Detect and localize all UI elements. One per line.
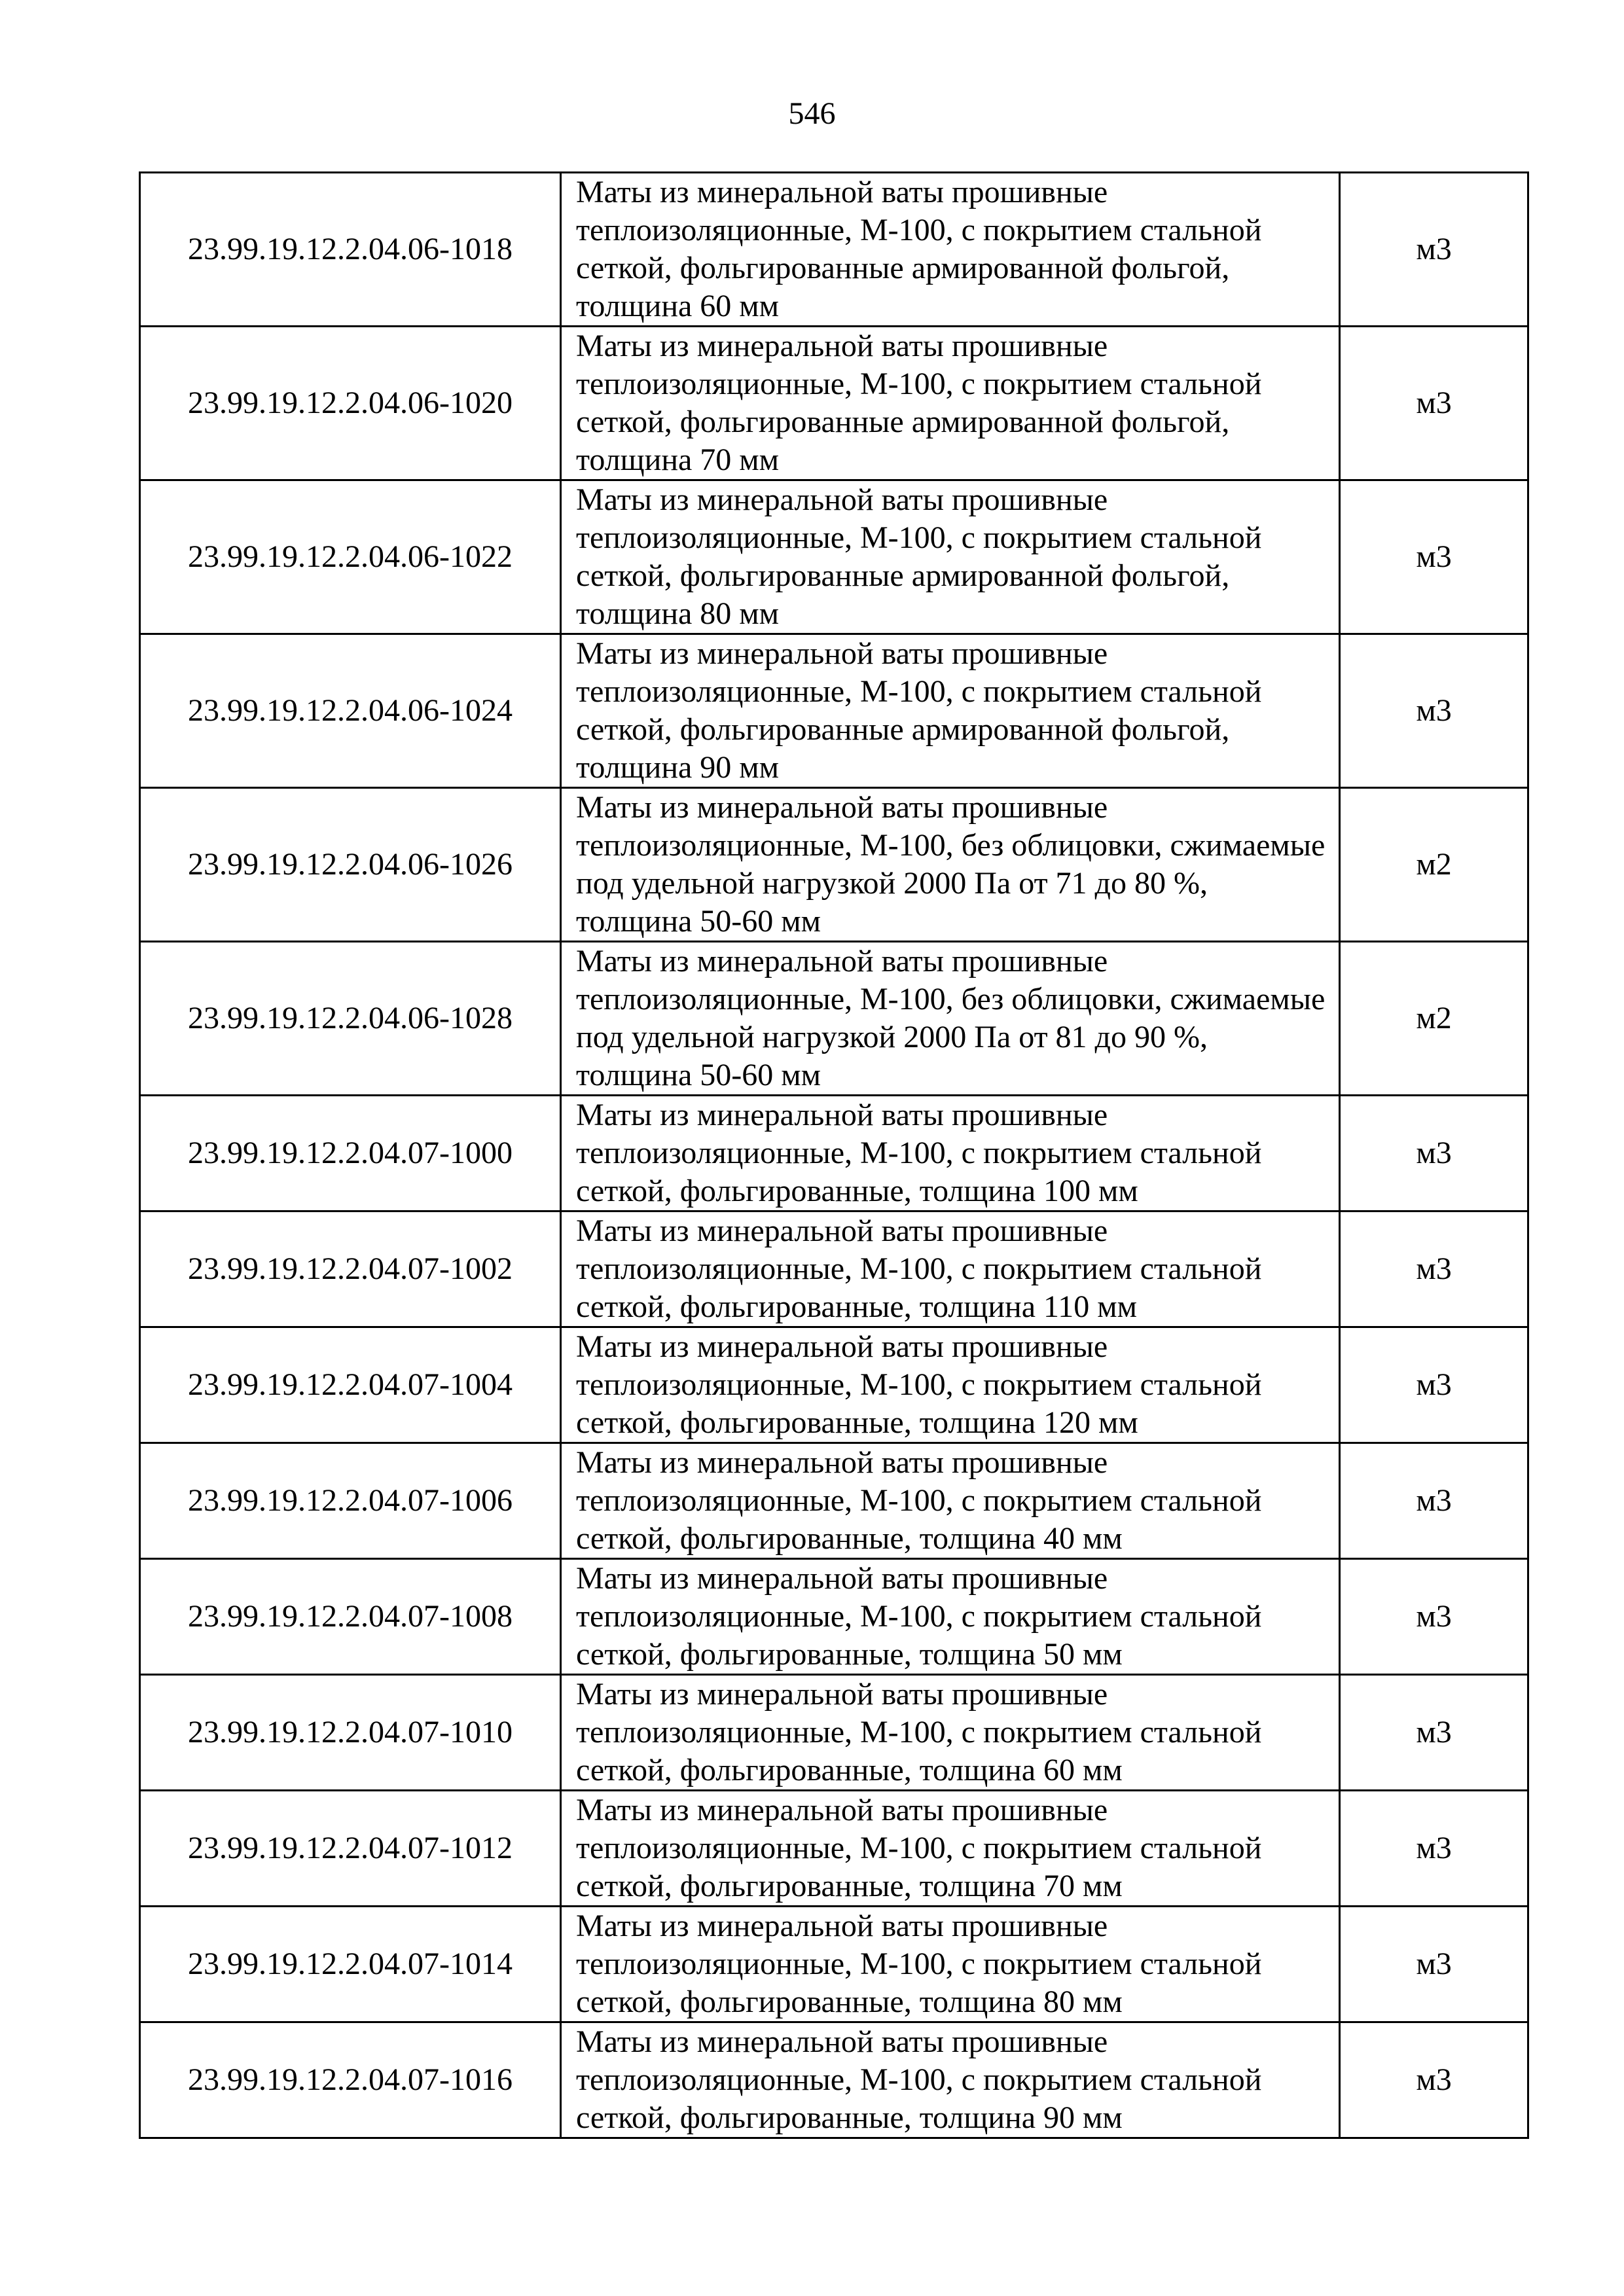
item-unit: м2 — [1340, 942, 1528, 1096]
table-row — [140, 1443, 1528, 1559]
item-unit: м3 — [1340, 1327, 1528, 1443]
item-unit: м3 — [1340, 327, 1528, 480]
item-description: Маты из минеральной ваты прошивные теплоизоляционные, М-100, с покрытием стальной сеткой, фольгированные, толщина 110 мм — [561, 1211, 1340, 1327]
item-description: Маты из минеральной ваты прошивные теплоизоляционные, М-100, с покрытием стальной сеткой, фольгированные армированной фольгой, толщина 60 мм — [561, 173, 1340, 327]
item-unit: м3 — [1340, 1675, 1528, 1791]
item-code: 23.99.19.12.2.04.06-1024 — [140, 634, 561, 788]
item-unit: м3 — [1340, 1211, 1528, 1327]
table-row — [140, 1675, 1528, 1791]
table-row — [140, 480, 1528, 634]
item-description: Маты из минеральной ваты прошивные теплоизоляционные, М-100, с покрытием стальной сеткой, фольгированные, толщина 40 мм — [561, 1443, 1340, 1559]
item-code: 23.99.19.12.2.04.07-1016 — [140, 2022, 561, 2138]
item-description: Маты из минеральной ваты прошивные теплоизоляционные, М-100, с покрытием стальной сеткой, фольгированные, толщина 50 мм — [561, 1559, 1340, 1675]
item-unit: м3 — [1340, 173, 1528, 327]
item-code: 23.99.19.12.2.04.07-1010 — [140, 1675, 561, 1791]
table-row — [140, 1096, 1528, 1211]
item-code: 23.99.19.12.2.04.07-1014 — [140, 1907, 561, 2022]
item-description: Маты из минеральной ваты прошивные теплоизоляционные, М-100, с покрытием стальной сеткой, фольгированные армированной фольгой, толщина 90 мм — [561, 634, 1340, 788]
table-row — [140, 1907, 1528, 2022]
item-code: 23.99.19.12.2.04.07-1004 — [140, 1327, 561, 1443]
materials-table — [139, 171, 1529, 2139]
item-code: 23.99.19.12.2.04.06-1028 — [140, 942, 561, 1096]
item-unit: м3 — [1340, 1559, 1528, 1675]
item-unit: м3 — [1340, 1791, 1528, 1907]
item-code: 23.99.19.12.2.04.06-1020 — [140, 327, 561, 480]
table-row — [140, 1559, 1528, 1675]
item-unit: м3 — [1340, 1907, 1528, 2022]
item-description: Маты из минеральной ваты прошивные теплоизоляционные, М-100, с покрытием стальной сеткой, фольгированные армированной фольгой, толщина 70 мм — [561, 327, 1340, 480]
item-unit: м3 — [1340, 1443, 1528, 1559]
item-description: Маты из минеральной ваты прошивные теплоизоляционные, М-100, без облицовки, сжимаемые под удельной нагрузкой 2000 Па от 81 до 90 %, толщина 50-60 мм — [561, 942, 1340, 1096]
table-row — [140, 942, 1528, 1096]
page-number: 546 — [788, 96, 836, 131]
table-row — [140, 2022, 1528, 2138]
item-description: Маты из минеральной ваты прошивные теплоизоляционные, М-100, с покрытием стальной сеткой, фольгированные, толщина 100 мм — [561, 1096, 1340, 1211]
item-unit: м3 — [1340, 634, 1528, 788]
item-description: Маты из минеральной ваты прошивные теплоизоляционные, М-100, с покрытием стальной сеткой, фольгированные, толщина 60 мм — [561, 1675, 1340, 1791]
item-description: Маты из минеральной ваты прошивные теплоизоляционные, М-100, с покрытием стальной сеткой, фольгированные, толщина 120 мм — [561, 1327, 1340, 1443]
item-description: Маты из минеральной ваты прошивные теплоизоляционные, М-100, без облицовки, сжимаемые под удельной нагрузкой 2000 Па от 71 до 80 %, толщина 50-60 мм — [561, 788, 1340, 942]
table-row — [140, 1211, 1528, 1327]
table-row — [140, 1791, 1528, 1907]
item-unit: м3 — [1340, 2022, 1528, 2138]
item-description: Маты из минеральной ваты прошивные теплоизоляционные, М-100, с покрытием стальной сеткой, фольгированные, толщина 70 мм — [561, 1791, 1340, 1907]
table-row — [140, 173, 1528, 327]
table-row — [140, 1327, 1528, 1443]
item-unit: м3 — [1340, 1096, 1528, 1211]
item-unit: м3 — [1340, 480, 1528, 634]
item-code: 23.99.19.12.2.04.07-1002 — [140, 1211, 561, 1327]
item-code: 23.99.19.12.2.04.06-1022 — [140, 480, 561, 634]
item-code: 23.99.19.12.2.04.07-1000 — [140, 1096, 561, 1211]
item-code: 23.99.19.12.2.04.07-1006 — [140, 1443, 561, 1559]
item-description: Маты из минеральной ваты прошивные теплоизоляционные, М-100, с покрытием стальной сеткой, фольгированные армированной фольгой, толщина 80 мм — [561, 480, 1340, 634]
table-row — [140, 634, 1528, 788]
item-code: 23.99.19.12.2.04.07-1012 — [140, 1791, 561, 1907]
table-row — [140, 788, 1528, 942]
item-code: 23.99.19.12.2.04.06-1018 — [140, 173, 561, 327]
item-description: Маты из минеральной ваты прошивные теплоизоляционные, М-100, с покрытием стальной сеткой, фольгированные, толщина 80 мм — [561, 1907, 1340, 2022]
item-description: Маты из минеральной ваты прошивные теплоизоляционные, М-100, с покрытием стальной сеткой, фольгированные, толщина 90 мм — [561, 2022, 1340, 2138]
item-code: 23.99.19.12.2.04.06-1026 — [140, 788, 561, 942]
item-unit: м2 — [1340, 788, 1528, 942]
item-code: 23.99.19.12.2.04.07-1008 — [140, 1559, 561, 1675]
table-row — [140, 327, 1528, 480]
